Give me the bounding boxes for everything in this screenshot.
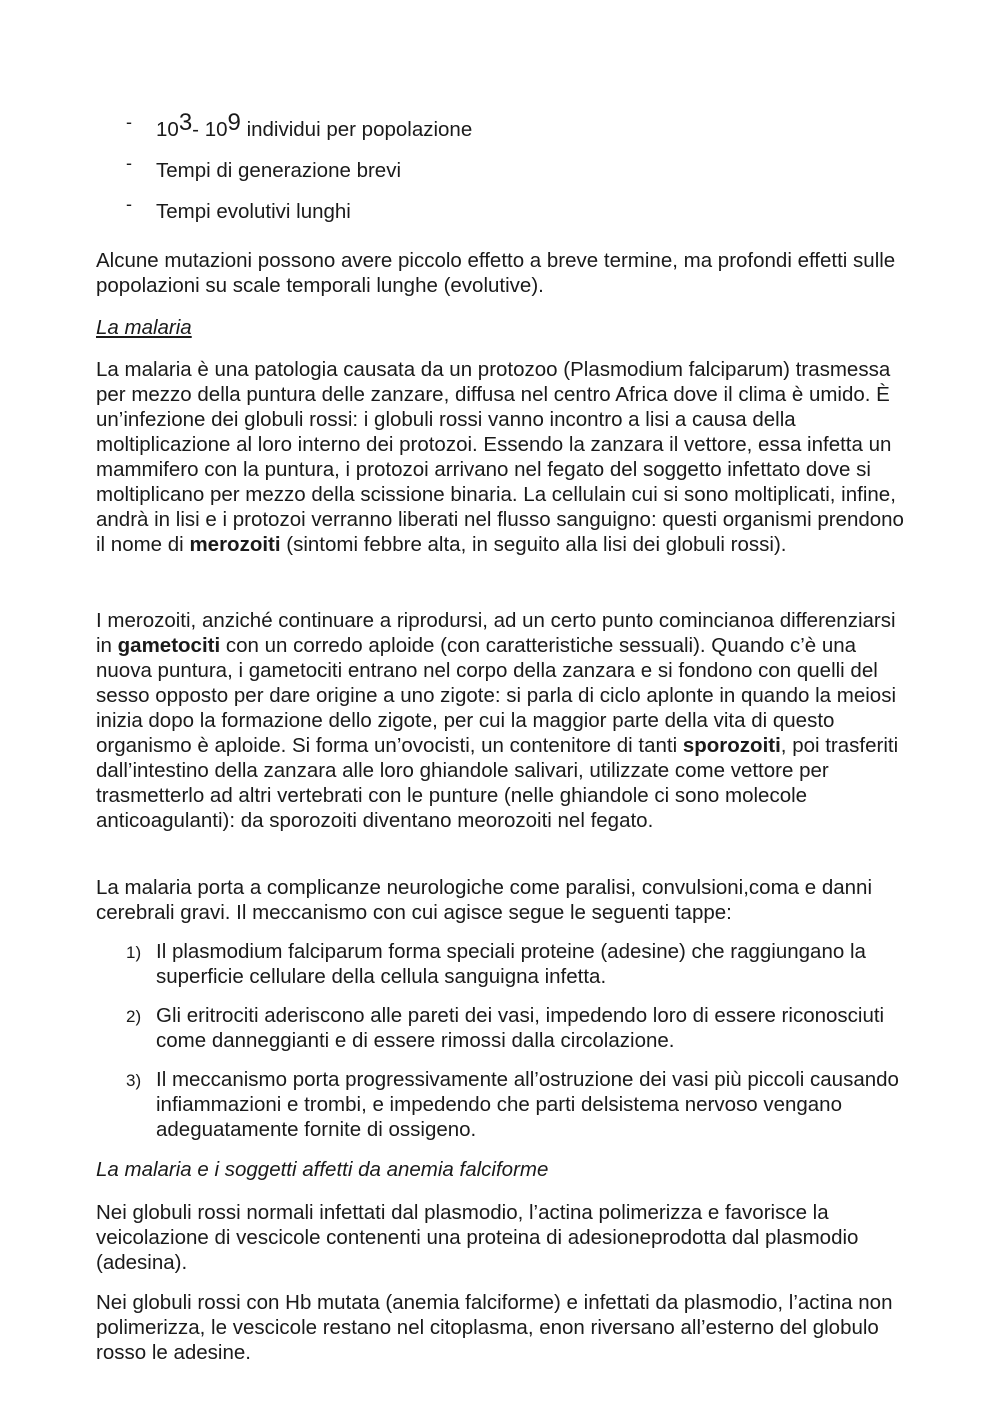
step-number: 3): [126, 1071, 142, 1090]
list-item: [96, 153, 896, 194]
intro-paragraph: Alcune mutazioni possono avere piccolo effetto a breve termine, ma profondi effetti sulle popolazioni su scale temporali lunghe (evolutive).: [96, 249, 896, 297]
malaria-paragraph: La malaria è una patologia causata da un protozoo (Plasmodium falciparum) trasmessa per mezzo della puntura delle zanzare, diffusa nel centro Africa dove il clima è umido. È un’infezione dei globuli rossi: i globuli rossi vanno incontro a lisi a causa della moltiplicazione al loro interno dei protozoi. Essendo la zanzara il vettore, essa infetta un mammifero con la puntura, i protozoi arrivano nel fegato del soggetto infettato dove si moltiplicano per mezzo della scissione binaria. La cellulain cui si sono moltiplicati, infine, andrà in lisi e i protozoi verranno liberati nel flusso sanguigno: questi organismi prendono il nome di merozoiti (sintomi febbre alta, in seguito alla lisi dei globuli rossi).: [96, 358, 904, 556]
list-item: [126, 939, 906, 989]
term-merozoiti: merozoiti: [189, 533, 281, 556]
dash-marker: -: [126, 194, 132, 214]
merozoiti-paragraph: I merozoiti, anziché continuare a riprodursi, ad un certo punto comincianoa differenziarsi in gametociti con un corredo aploide (con caratteristiche sessuali). Quando c’è una nuova puntura, i gametociti entrano nel corpo della zanzara e si fondono con quelli del sesso opposto per dare origine a uno zigote: si parla di ciclo aplonte in quando la meiosi inizia dopo la formazione dello zigote, per cui la maggior parte della vita di questo organismo è aploide. Si forma un’ovocisti, un contenitore di tanti sporozoiti, poi trasferiti dall’intestino della zanzara alle loro ghiandole salivari, utilizzate come vettore per trasmetterlo ad altri vertebrati con le punture (nelle ghiandole ci sono molecole anticoagulanti): da sporozoiti diventano meorozoiti nel fegato.: [96, 609, 899, 832]
mutated-cells-paragraph: Nei globuli rossi con Hb mutata (anemia falciforme) e infettati da plasmodio, l’actina non polimerizza, le vescicole restano nel citoplasma, enon riversano all’esterno del globulo rosso le adesine.: [96, 1291, 893, 1364]
list-item: [96, 194, 896, 235]
complications-paragraph: La malaria porta a complicanze neurologiche come paralisi, convulsioni,coma e danni cerebrali gravi. Il meccanismo con cui agisce segue le seguenti tappe:: [96, 876, 873, 924]
dash-marker: -: [126, 153, 132, 173]
list-item: [126, 1003, 906, 1053]
list-item-text: Tempi evolutivi lunghi: [156, 200, 351, 223]
dash-marker: -: [126, 112, 132, 132]
population-size-text: $10^3-$ $10^9$ individui per popolazione: [156, 109, 473, 141]
mechanism-steps: [126, 939, 906, 1156]
bullet-list: [96, 109, 896, 235]
list-item-text: Tempi di generazione brevi: [156, 159, 401, 182]
step-text: Gli eritrociti aderiscono alle pareti dei vasi, impedendo loro di essere riconosciuti come danneggianti e di essere rimossi dalla circolazione.: [156, 1004, 885, 1052]
list-item: [96, 109, 896, 153]
section-heading-malaria: La malaria: [96, 316, 192, 339]
step-text: Il meccanismo porta progressivamente all’ostruzione dei vasi più piccoli causando infiammazioni e trombi, e impedendo che parti delsistema nervoso vengano adeguatamente fornite di ossigeno.: [156, 1068, 899, 1141]
step-number: 1): [126, 943, 142, 962]
normal-cells-paragraph: Nei globuli rossi normali infettati dal plasmodio, l’actina polimerizza e favorisce la veicolazione di vescicole contenenti una proteina di adesioneprodotta dal plasmodio (adesina).: [96, 1201, 859, 1274]
step-number: 2): [126, 1007, 142, 1026]
section-heading-anemia: La malaria e i soggetti affetti da anemia falciforme: [96, 1158, 549, 1181]
term-sporozoiti: sporozoiti: [682, 734, 781, 757]
term-gametociti: gametociti: [117, 634, 221, 657]
step-text: Il plasmodium falciparum forma speciali proteine (adesine) che raggiungano la superficie cellulare della cellula sanguigna infetta.: [156, 940, 866, 988]
list-item: [126, 1067, 906, 1142]
